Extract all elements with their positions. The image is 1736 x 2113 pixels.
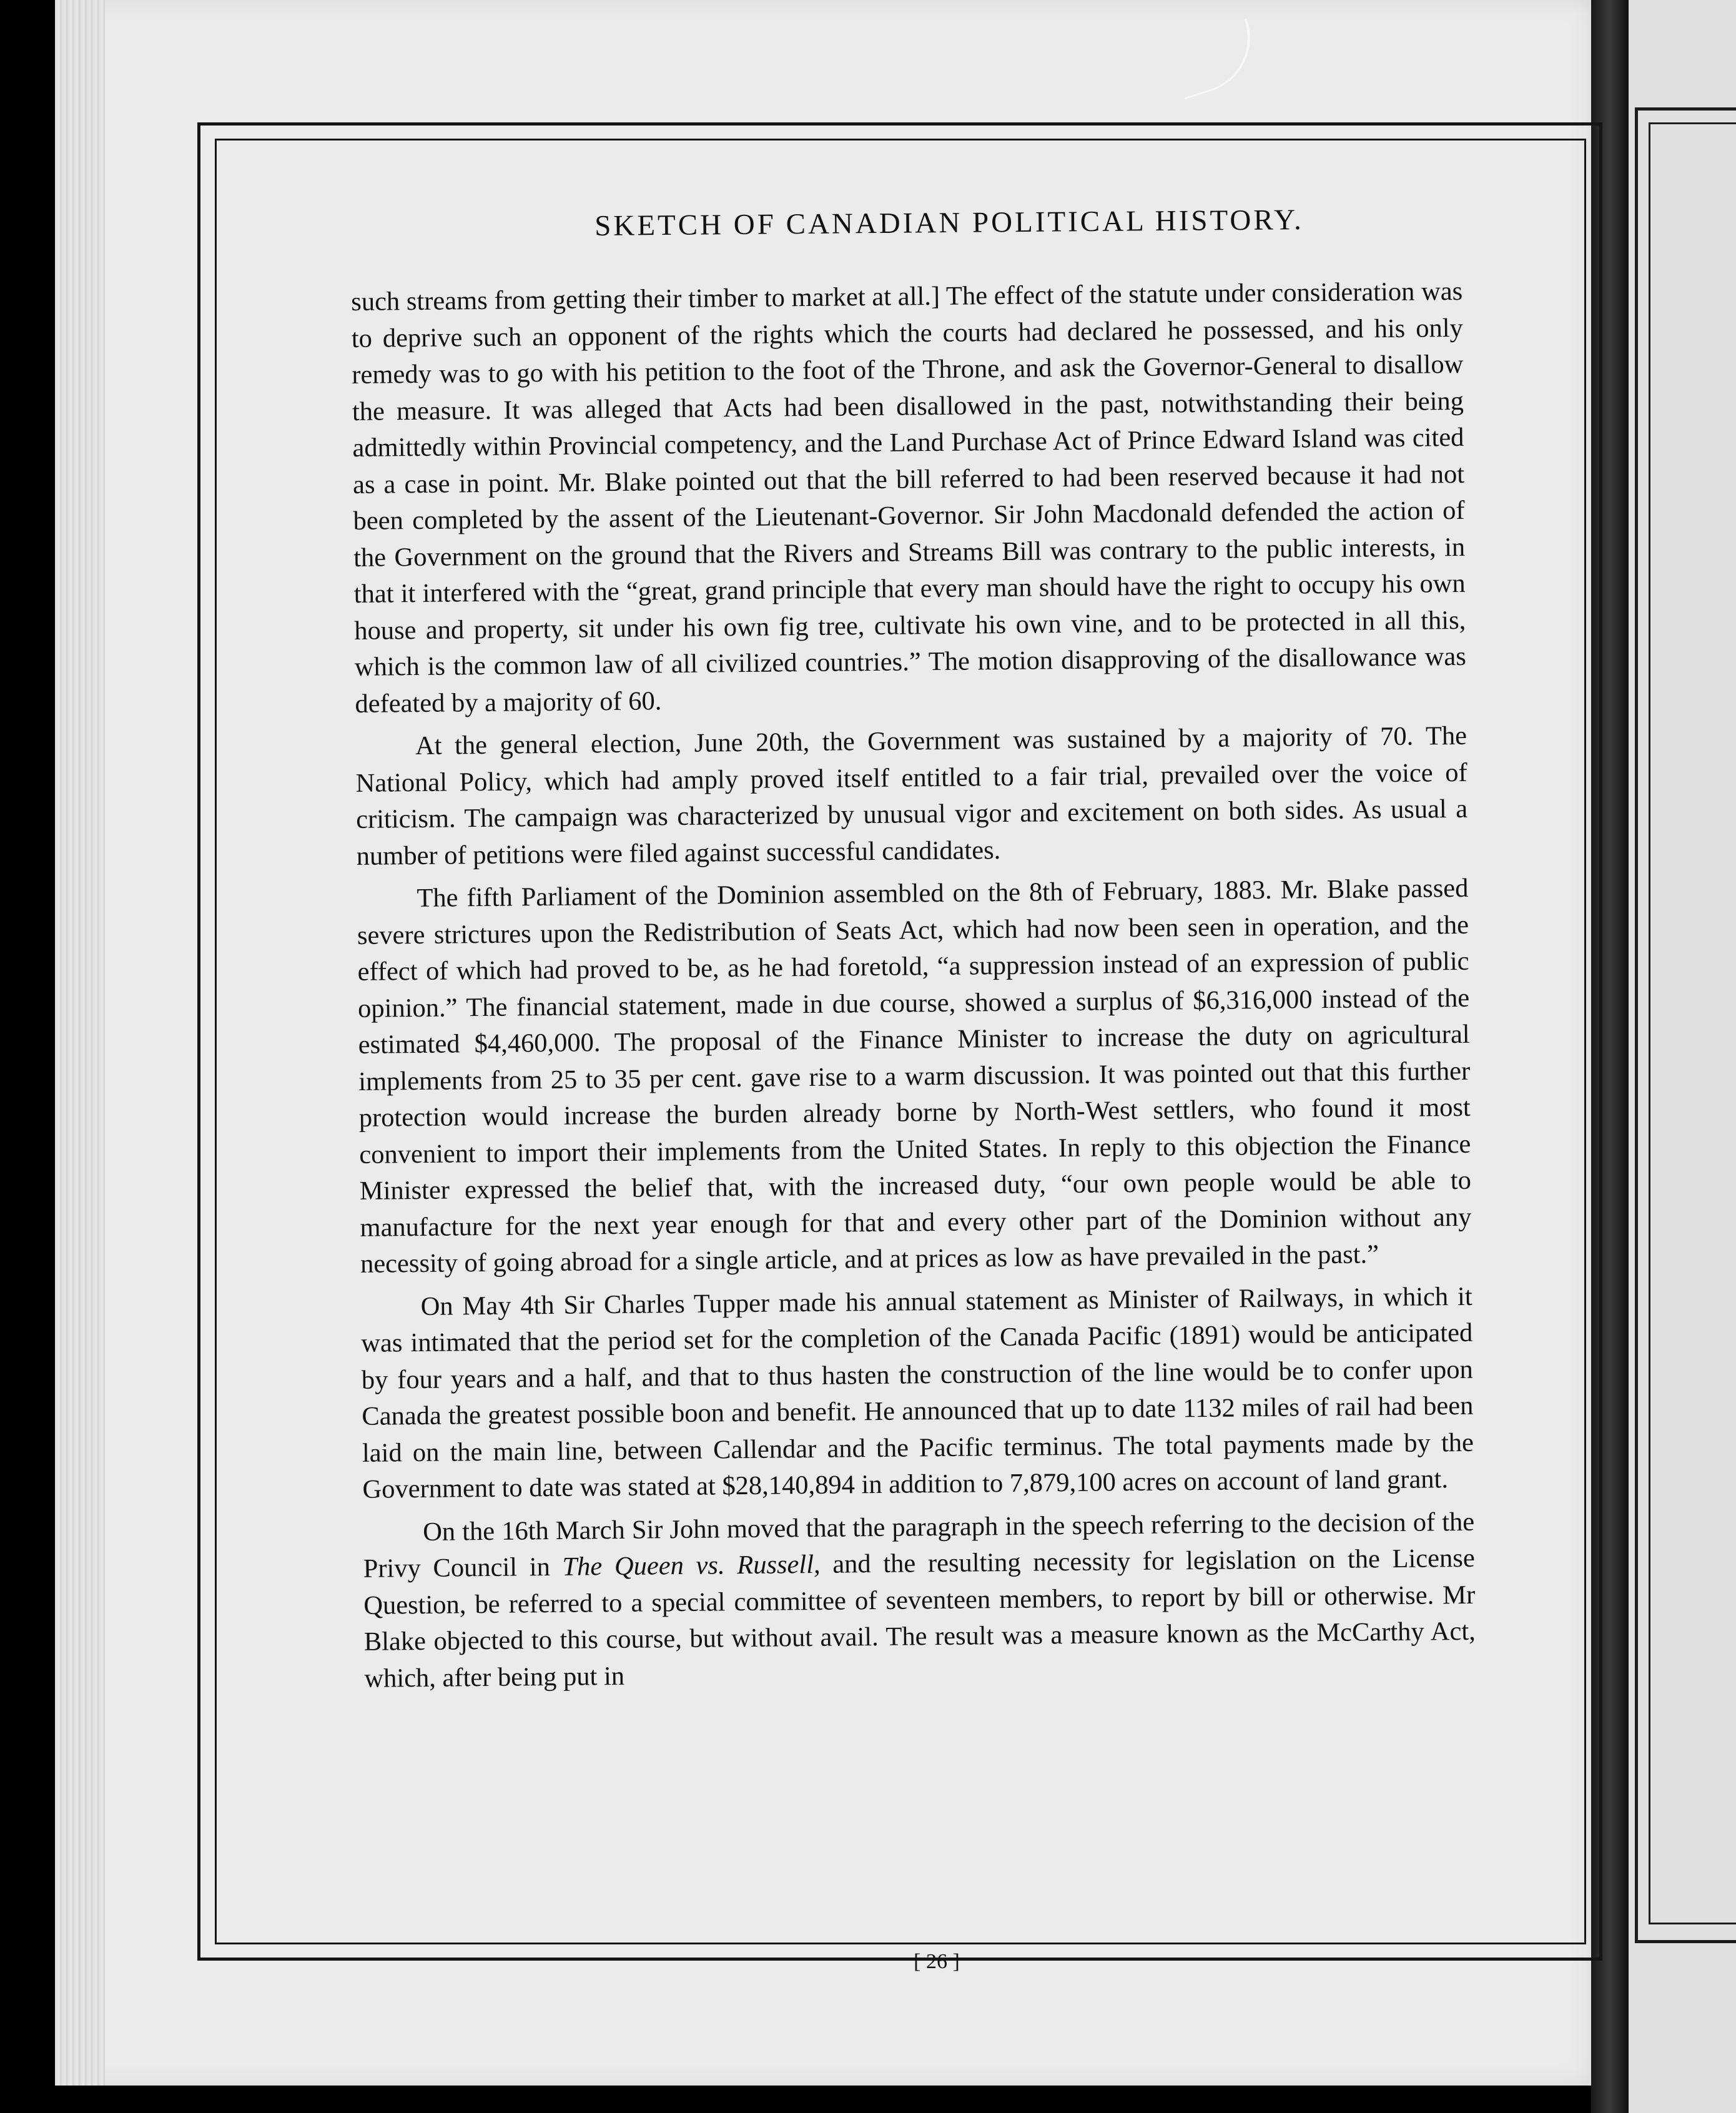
page-number: [ 26 ] (914, 1950, 960, 1973)
paragraph-2: At the general election, June 20th, the Government was sustained by a majority of 70. The National Policy, which had amply proved itself entitled to a fair trial, prevailed over the voice of criticism. The campaign was characterized by unusual vigor and excitement on both sides. As usual a number of petitions were filed against successful candidates. (355, 721, 1468, 871)
paragraph-1: such streams from getting their timber to market at all.] The effect of the statute under consideration was to deprive such an opponent of the rights which the courts had declared he possessed, and his only remedy was to go with his petition to the foot of the Throne, and ask the Governor-General to disallow the measure. It was alleged that Acts had been disallowed in the past, notwithstanding their being admittedly within Provincial competency, and the Land Purchase Act of Prince Edward Island was cited as a case in point. Mr. Blake pointed out that the bill referred to had been reserved because it had not been completed by the assent of the Lieutenant-Governor. Sir John Macdonald defended the action of the Government on the ground that the Rivers and Streams Bill was contrary to the public interests, in that it interfered with the “great, grand principle that every man should have the right to occupy his own house and property, sit under his own fig tree, cultivate his own vine, and to be protected in all this, which is the common law of all civilized countries.” The motion disapproving of the disallowance was defeated by a majority of 60. (351, 276, 1467, 719)
running-title: SKETCH OF CANADIAN POLITICAL HISTORY. (594, 204, 1304, 242)
case-title: The Queen vs. Russell, (562, 1549, 821, 1582)
body-text (351, 273, 1476, 1697)
paragraph-5-end: and the resulting necessity for legislation on the License Question, be referred to a special committee of seventeen members, to report by bill or otherwise. Mr Blake objected to this course, but without avail. The result was a measure known as the McCarthy Act, which, after being put in (363, 1543, 1476, 1693)
facing-page-border-inner (1649, 122, 1736, 1924)
paragraph-5 (363, 1504, 1476, 1697)
paragraph-3: The fifth Parliament of the Dominion assembled on the 8th of February, 1883. Mr. Blake passed severe strictures upon the Redistribution of Seats Act, which had now been seen in operation, and the effect of which had proved to be, as he had foretold, “a suppression instead of an expression of public opinion.” The financial statement, made in due course, showed a surplus of $6,316,000 instead of the estimated $4,460,000. The proposal of the Finance Minister to increase the duty on agricultural implements from 25 to 35 per cent. gave rise to a warm discussion. It was pointed out that this further protection would increase the burden already borne by North-West settlers, who found it most convenient to import their implements from the United States. In reply to this objection the Finance Minister expressed the belief that, with the increased duty, “our own people would be able to manufacture for the next year enough for that and every other part of the Dominion without any necessity of going abroad for a single article, and at prices as low as have prevailed in the past.” (357, 873, 1472, 1279)
paragraph-4: On May 4th Sir Charles Tupper made his annual statement as Minister of Railways, in which it was intimated that the period set for the completion of the Canada Pacific (1891) would be anticipated by four years and a half, and that to thus hasten the construction of the line would be to confer upon Canada the greatest possible boon and benefit. He announced that up to date 1132 miles of rail had been laid on the main line, between Callendar and the Pacific terminus. The total payments made by the Government to date was stated at $28,140,894 in addition to 7,879,100 acres on account of land grant. (361, 1281, 1474, 1504)
paragraph-5-start: On the 16th March Sir John moved that the paragraph in the speech referring to the decision of the Privy Council in (363, 1507, 1475, 1584)
page-edge-stack (55, 0, 105, 2086)
